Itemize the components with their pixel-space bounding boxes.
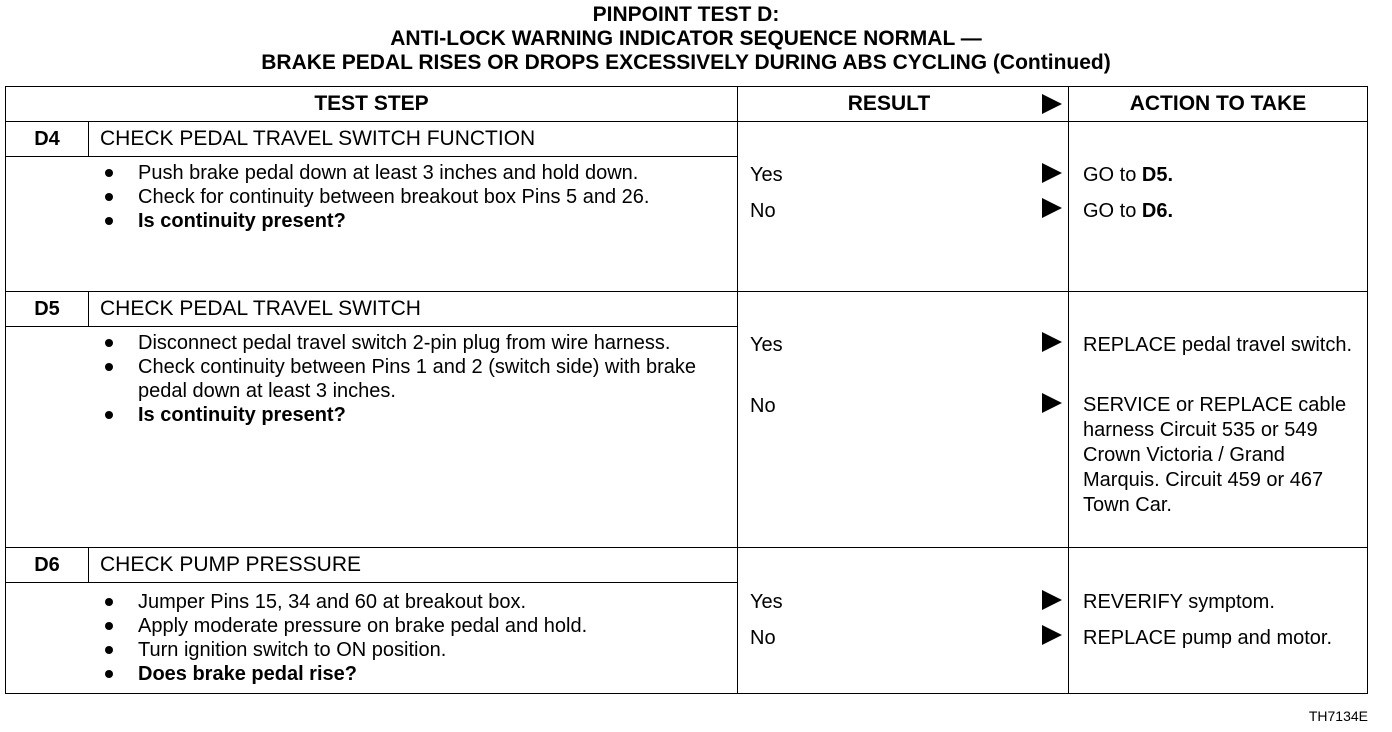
step-cell-d4 bbox=[6, 122, 738, 292]
arrow-right-icon bbox=[1042, 94, 1062, 114]
result-yes: Yes bbox=[750, 164, 783, 186]
bullet-icon bbox=[105, 339, 113, 347]
action-cell-d6 bbox=[1069, 548, 1368, 694]
action-text: GO to bbox=[1083, 200, 1142, 222]
step-row-d5 bbox=[6, 292, 1368, 548]
pinpoint-test-table bbox=[5, 86, 1368, 694]
action-yes: REVERIFY symptom. bbox=[1083, 591, 1275, 613]
step-cell-d5 bbox=[6, 292, 738, 548]
result-yes: Yes bbox=[750, 591, 783, 613]
title-line-1: PINPOINT TEST D: bbox=[592, 3, 780, 26]
bullet-icon bbox=[105, 646, 113, 654]
bullet-icon bbox=[105, 217, 113, 225]
list-item bbox=[6, 403, 737, 427]
step-title: CHECK PEDAL TRAVEL SWITCH FUNCTION bbox=[100, 127, 536, 150]
bullet-icon bbox=[105, 363, 113, 371]
step-head-d4 bbox=[6, 122, 737, 157]
bullet-icon bbox=[105, 193, 113, 201]
step-id: D6 bbox=[6, 548, 89, 582]
step-body-d5 bbox=[6, 327, 737, 433]
list-item bbox=[6, 662, 737, 686]
bullet-text: Push brake pedal down at least 3 inches and hold down. bbox=[138, 162, 639, 184]
action-ref: D6. bbox=[1141, 200, 1174, 222]
bullet-question: Does brake pedal rise? bbox=[138, 663, 357, 685]
step-row-d6 bbox=[6, 548, 1368, 694]
header-result bbox=[738, 87, 1069, 122]
step-head-d5 bbox=[6, 292, 737, 327]
list-item bbox=[6, 355, 737, 403]
bullet-icon bbox=[105, 169, 113, 177]
title-block bbox=[0, 3, 1372, 75]
action-no: REPLACE pump and motor. bbox=[1083, 627, 1333, 649]
step-cell-d6 bbox=[6, 548, 738, 694]
action-yes: REPLACE pedal travel switch. bbox=[1083, 334, 1353, 356]
action-text: GO to bbox=[1083, 164, 1142, 186]
bullet-icon bbox=[105, 670, 113, 678]
action-cell-d5 bbox=[1069, 292, 1368, 548]
action-cell-d4 bbox=[1069, 122, 1368, 292]
step-row-d4 bbox=[6, 122, 1368, 292]
result-no: No bbox=[750, 200, 776, 222]
list-item bbox=[6, 209, 737, 233]
title-line-3 bbox=[0, 51, 1372, 75]
title-line-3-main: BRAKE PEDAL RISES OR DROPS EXCESSIVELY DURING ABS CYCLING bbox=[261, 51, 988, 74]
list-item bbox=[6, 638, 737, 662]
list-item bbox=[6, 590, 737, 614]
step-title: CHECK PEDAL TRAVEL SWITCH bbox=[100, 297, 421, 320]
action-ref: D5. bbox=[1141, 164, 1174, 186]
bullet-icon bbox=[105, 411, 113, 419]
result-cell-d6 bbox=[738, 548, 1069, 694]
bullet-text: Check for continuity between breakout box Pins 5 and 26. bbox=[138, 186, 650, 208]
step-body-d6 bbox=[6, 583, 737, 692]
action-yes bbox=[1083, 163, 1365, 188]
result-cell-d5 bbox=[738, 292, 1069, 548]
figure-code: TH7134E bbox=[1308, 708, 1368, 724]
arrow-right-icon bbox=[1042, 393, 1062, 413]
bullet-question: Is continuity present? bbox=[138, 404, 346, 426]
list-item bbox=[6, 185, 737, 209]
bullet-question: Is continuity present? bbox=[138, 210, 346, 232]
arrow-right-icon bbox=[1042, 590, 1062, 610]
result-yes: Yes bbox=[750, 334, 783, 356]
result-no: No bbox=[750, 627, 776, 649]
step-id: D4 bbox=[6, 122, 89, 156]
action-no bbox=[1083, 199, 1365, 224]
header-row bbox=[6, 87, 1368, 122]
list-item bbox=[6, 331, 737, 355]
title-line-2: ANTI-LOCK WARNING INDICATOR SEQUENCE NORMAL — bbox=[390, 27, 982, 50]
step-title: CHECK PUMP PRESSURE bbox=[100, 553, 362, 576]
bullet-text: Apply moderate pressure on brake pedal and hold. bbox=[138, 615, 588, 637]
bullet-text: Disconnect pedal travel switch 2-pin plug from wire harness. bbox=[138, 332, 671, 354]
arrow-right-icon bbox=[1042, 332, 1062, 352]
header-test-step: TEST STEP bbox=[6, 87, 738, 122]
bullet-icon bbox=[105, 622, 113, 630]
header-result-label: RESULT bbox=[847, 92, 931, 115]
bullet-text: Turn ignition switch to ON position. bbox=[138, 639, 447, 661]
result-no: No bbox=[750, 395, 776, 417]
list-item bbox=[6, 161, 737, 185]
arrow-right-icon bbox=[1042, 625, 1062, 645]
step-head-d6 bbox=[6, 548, 737, 583]
title-continued: (Continued) bbox=[992, 51, 1111, 74]
bullet-icon bbox=[105, 598, 113, 606]
bullet-text: Jumper Pins 15, 34 and 60 at breakout box. bbox=[138, 591, 527, 613]
arrow-right-icon bbox=[1042, 198, 1062, 218]
bullet-text: Check continuity between Pins 1 and 2 (switch side) with brake pedal down at least 3 inches. bbox=[138, 356, 697, 402]
step-body-d4 bbox=[6, 157, 737, 239]
step-id: D5 bbox=[6, 292, 89, 326]
arrow-right-icon bbox=[1042, 163, 1062, 183]
list-item bbox=[6, 614, 737, 638]
result-cell-d4 bbox=[738, 122, 1069, 292]
action-no: SERVICE or REPLACE cable harness Circuit 535 or 549 Crown Victoria / Grand Marquis. Circuit 459 or 467 Town Car. bbox=[1083, 394, 1347, 516]
header-action: ACTION TO TAKE bbox=[1069, 87, 1368, 122]
